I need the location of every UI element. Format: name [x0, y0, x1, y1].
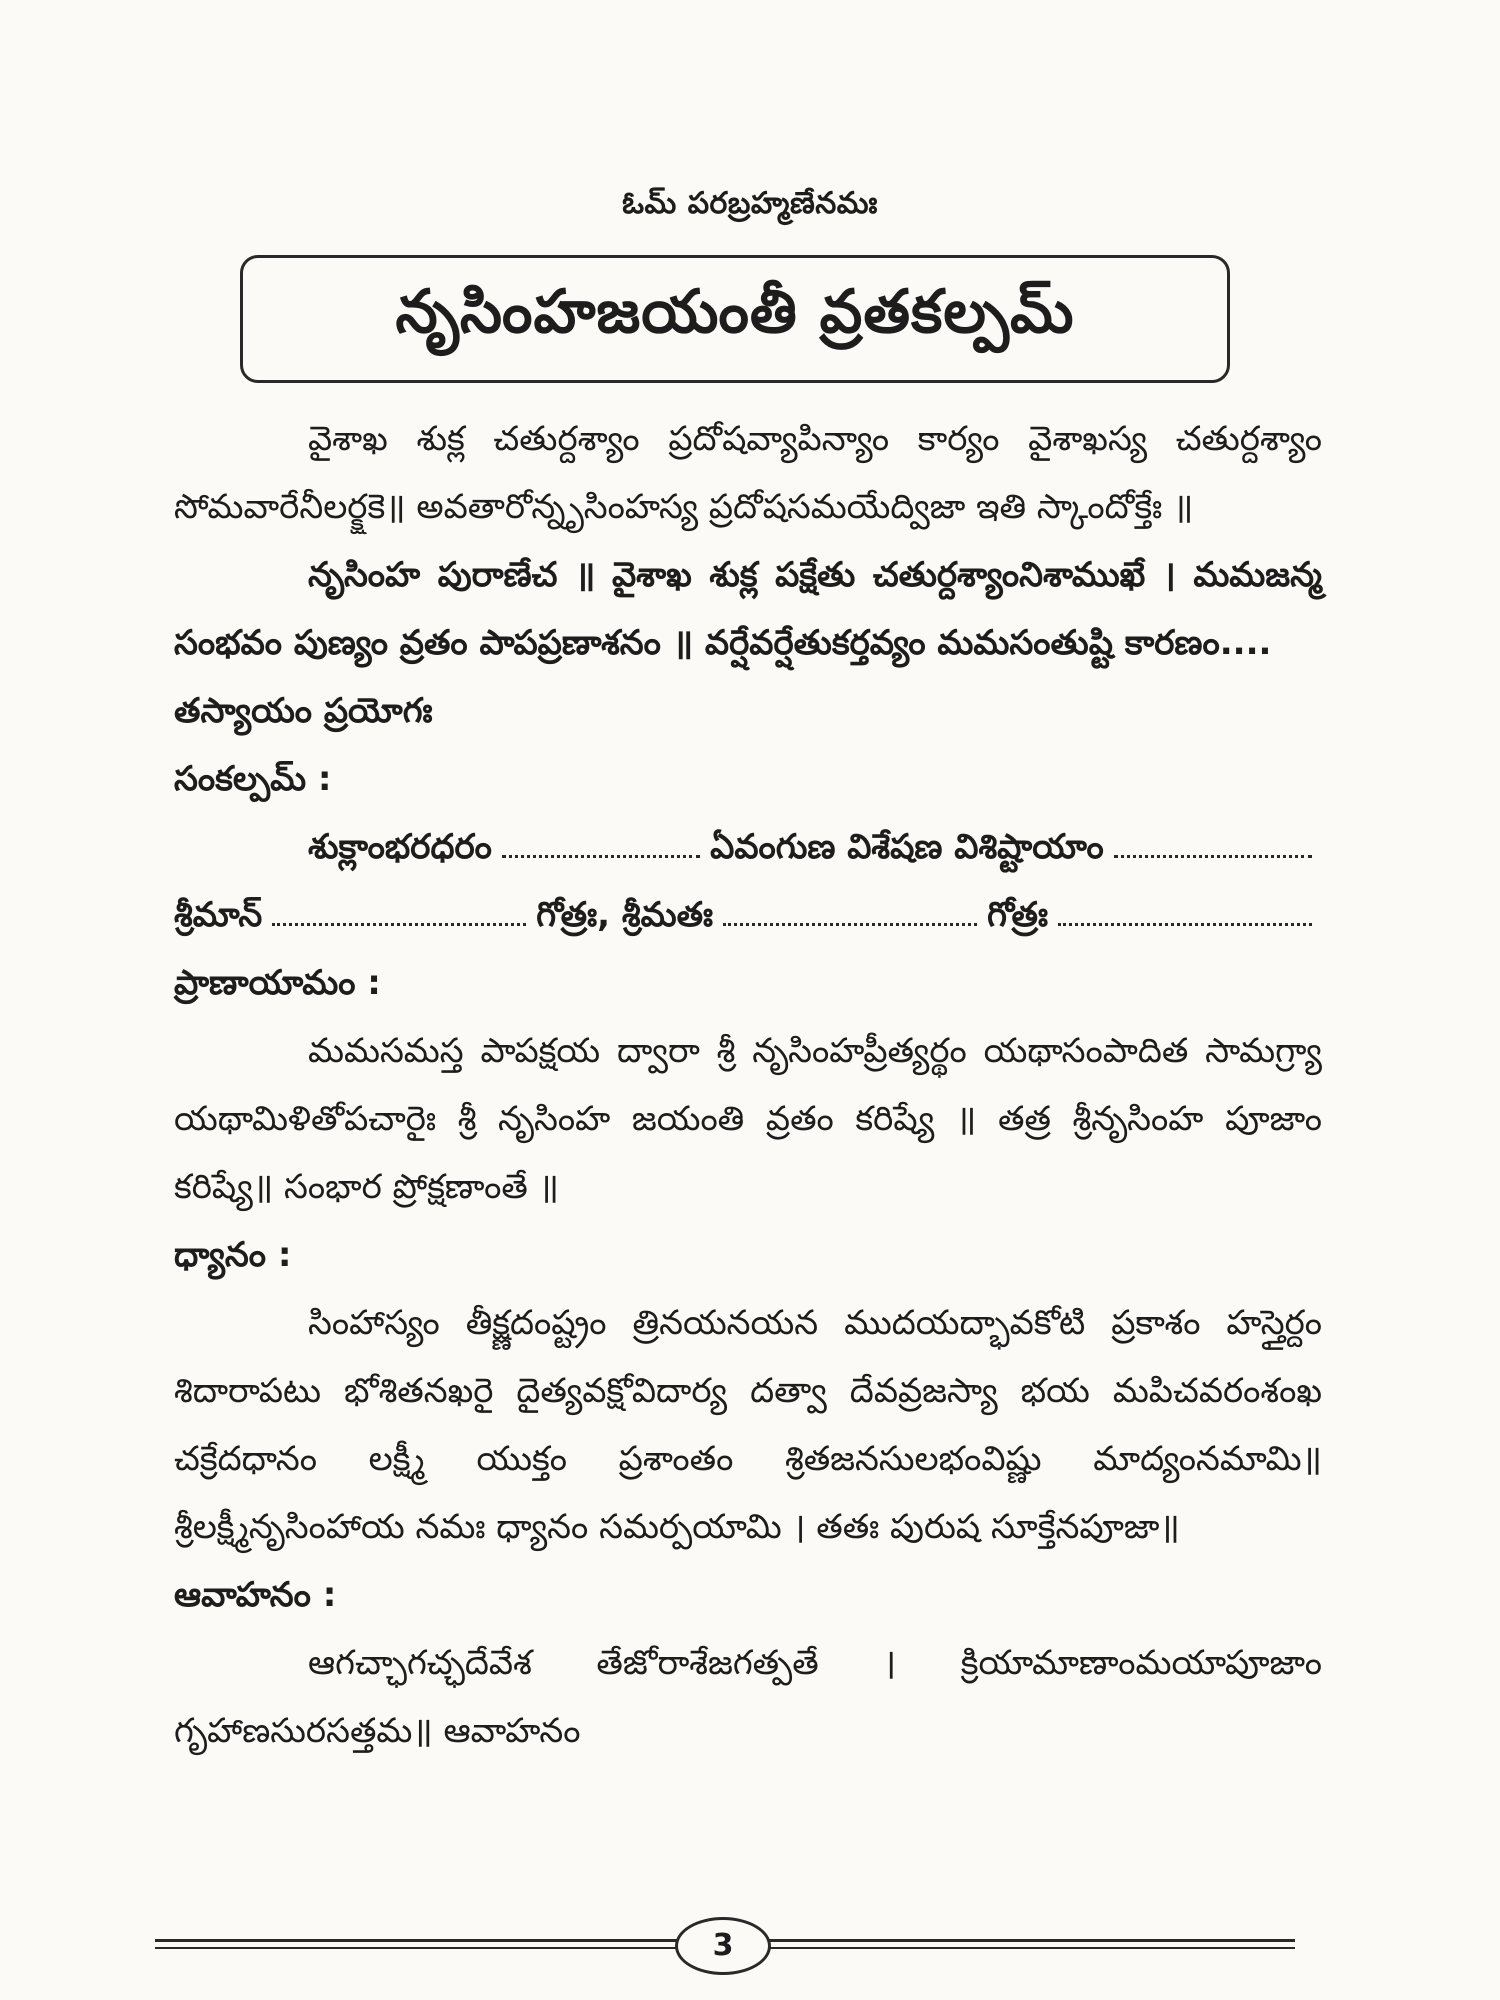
sankalpam-fill-line-2: [174, 881, 1322, 949]
sankalpam-phrase-5: గోత్రః: [987, 895, 1049, 935]
prayoga-heading: తస్యాయం ప్రయోగః: [174, 691, 433, 731]
intro-paragraph: వైశాఖ శుక్ల చతుర్దశ్యాం ప్రదోషవ్యాపిన్యాం కార్యం వైశాఖస్య చతుర్దశ్యాం సోమవారేనీలర్క్షకె॥ అవతారోన్నృసింహస్య ప్రదోషసమయేద్విజా ఇతి స్కాందోక్తేః ॥: [174, 419, 1322, 527]
pranayamam-heading: ప్రాణాయామం :: [174, 963, 381, 1003]
purana-verse: వైశాఖ శుక్ల పక్షేతు చతుర్దశ్యాంనిశాముఖే । మమజన్మ సంభవం పుణ్యం వ్రతం పాపప్రణాశనం ॥ వర్షేవర్షేతుకర్తవ్యం మమసంతుష్టి కారణం....: [174, 555, 1322, 663]
fill-in-blank: [723, 899, 977, 926]
page-number: 3: [675, 1917, 771, 1975]
avahanam-heading: ఆవాహనం :: [174, 1575, 337, 1615]
fill-in-blank: [1058, 899, 1312, 926]
page-footer: [155, 1925, 1295, 1965]
pranayamam-paragraph: మమసమస్త పాపక్షయ ద్వారా శ్రీ నృసింహప్రీత్యర్థం యథాసంపాదిత సామగ్ర్యా యథామిళితోపచారైః శ్రీ నృసింహ జయంతి వ్రతం కరిష్యే ॥ తత్ర శ్రీనృసింహ పూజాం కరిష్యే॥ సంభార ప్రోక్షణాంతే ॥: [174, 1031, 1322, 1207]
invocation-line: ఓమ్ పరబ్రహ్మణేనమః: [622, 186, 878, 221]
dhyanam-paragraph: సింహాస్యం తీక్ష్ణదంష్ట్రం త్రినయనయన ముదయద్భావకోటి ప్రకాశం హస్తైర్దం శిదారాపటు భోశితనఖరై దైత్యవక్షోవిదార్య దత్వా దేవవ్రజస్యా భయ మపిచవరంశంఖ చక్రేదధానం లక్ష్మీ యుక్తం ప్రశాంతం శ్రితజనసులభంవిష్ణు మాద్యంనమామి॥ శ్రీలక్ష్మీనృసింహాయ నమః ధ్యానం సమర్పయామి । తతః పురుష సూక్తేనపూజా॥: [174, 1303, 1322, 1547]
sankalpam-phrase-2: ఏవంగుణ విశేషణ విశిష్టాయాం: [710, 827, 1104, 867]
fill-in-blank: [1114, 831, 1312, 858]
sankalpam-fill-line-1: [174, 813, 1322, 881]
page-title: నృసింహజయంతీ వ్రతకల్పమ్: [395, 277, 1075, 347]
title-box: [240, 255, 1230, 383]
purana-label: నృసింహ పురాణేచ ॥: [308, 555, 596, 595]
sankalpam-phrase-4: గోత్రః, శ్రీమతః: [536, 895, 714, 935]
body-text: [174, 405, 1322, 1765]
sankalpam-heading: సంకల్పమ్ :: [174, 759, 332, 799]
sankalpam-phrase-1: శుక్లాంభరధరం: [308, 827, 492, 867]
fill-in-blank: [272, 899, 526, 926]
sankalpam-phrase-3: శ్రీమాన్: [174, 895, 263, 935]
purana-paragraph: [174, 541, 1322, 677]
dhyanam-heading: ధ్యానం :: [174, 1235, 292, 1275]
avahanam-paragraph: ఆగచ్ఛాగచ్ఛదేవేశ తేజోరాశేజగత్పతే । క్రియామాణాంమయాపూజాం గృహాణసురసత్తమ॥ ఆవాహనం: [174, 1643, 1322, 1751]
fill-in-blank: [502, 831, 700, 858]
